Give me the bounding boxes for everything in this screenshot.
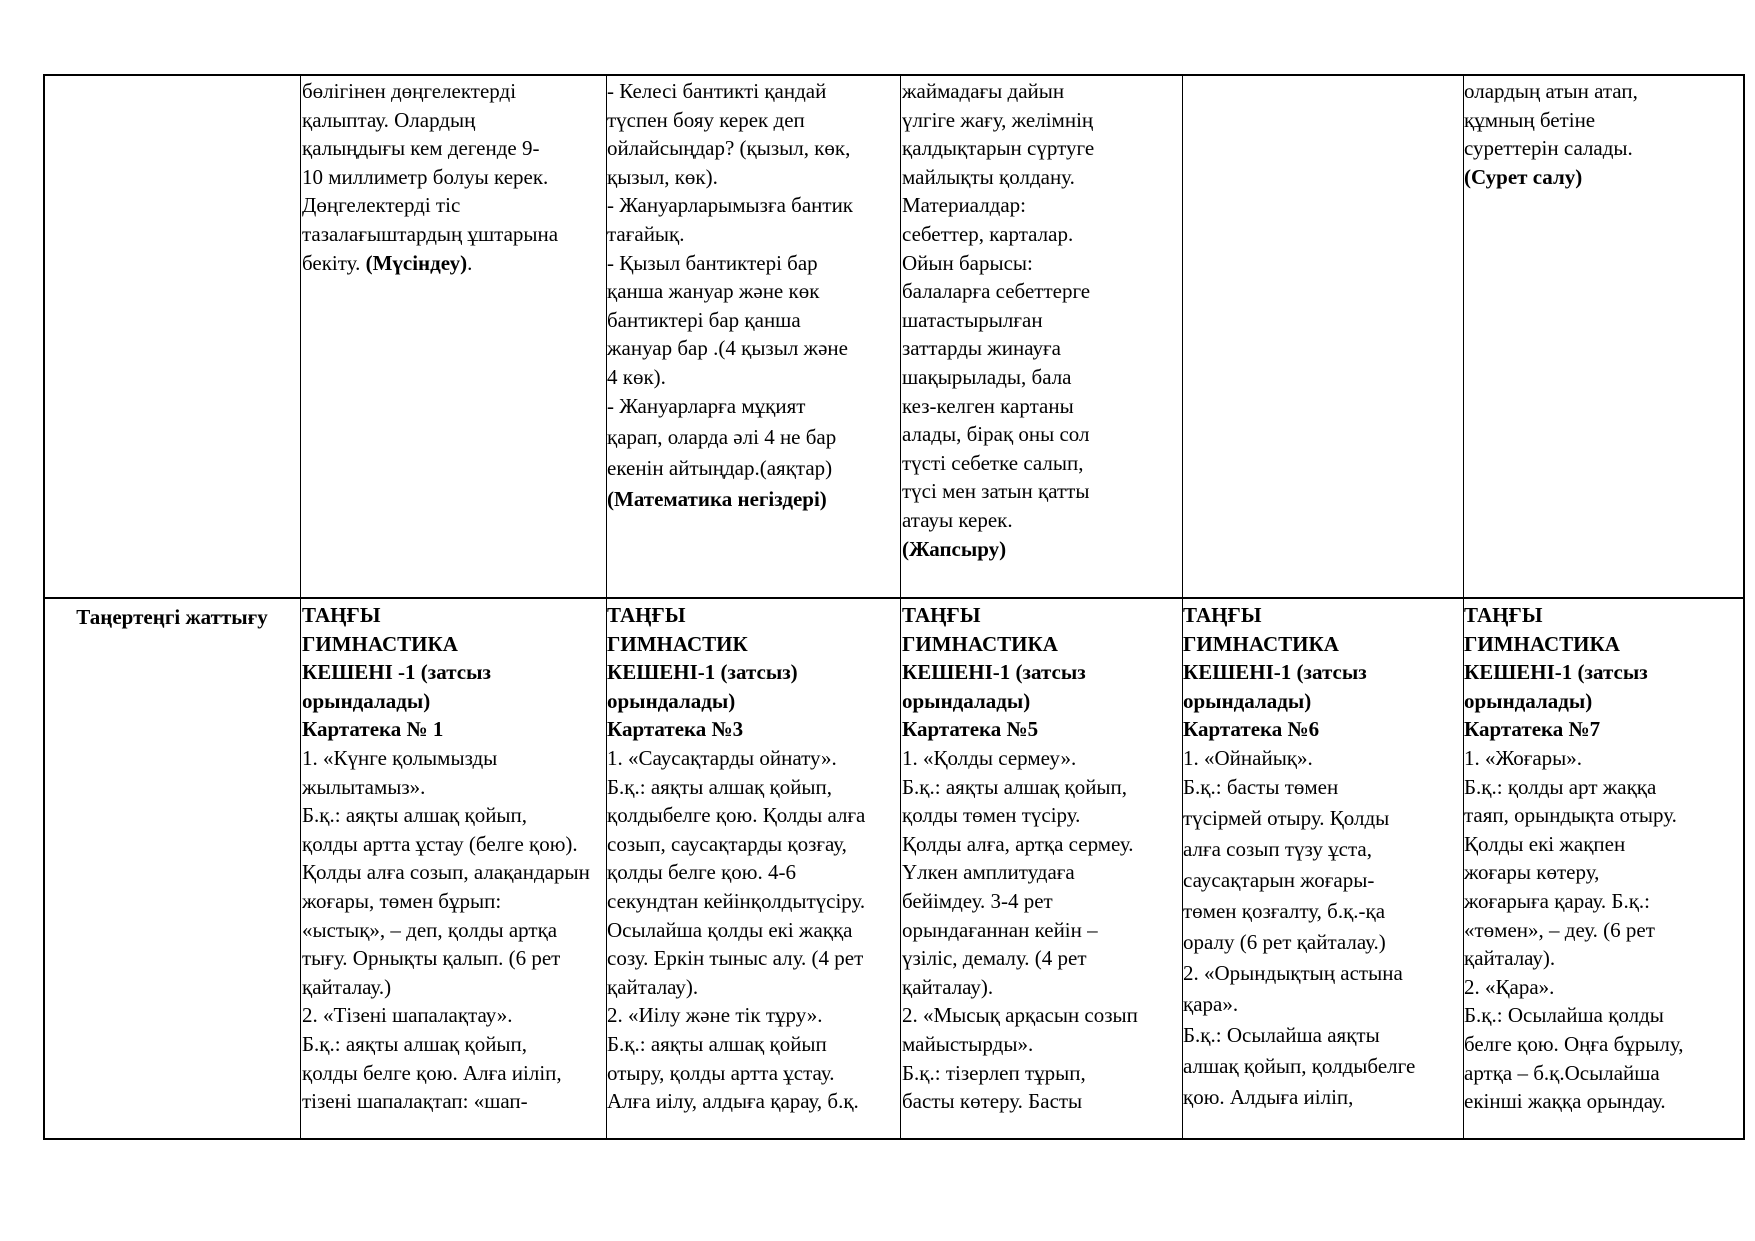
text-line: тізені шапалақтап: «шап- (302, 1089, 528, 1114)
header-line: ТАҢҒЫ (1183, 603, 1262, 627)
text-line: қолдыбелге қою. Қолды алға (607, 803, 866, 828)
text-line: екенін айтыңдар.(аяқтар) (607, 455, 833, 480)
cell-continued-col5-empty (1183, 77, 1463, 589)
text-line: белге қою. Оңға бұрылу, (1464, 1031, 1684, 1056)
text-line: секундтан кейінқолдытүсіру. (607, 888, 866, 913)
text-line: қолды төмен түсіру. (902, 803, 1081, 828)
header-line: орындалады) (902, 688, 1031, 713)
text-line: бейімдеу. 3-4 рет (902, 888, 1053, 913)
text-line: қайталау.) (302, 974, 392, 999)
text-line-with-section (302, 249, 606, 278)
cell-morning-col6 (1464, 601, 1744, 1135)
exercise-header (1464, 601, 1744, 744)
text-line: 1. «Жоғары». (1464, 745, 1583, 770)
text-line: қалыңдығы кем дегенде 9- (302, 136, 540, 161)
text-line: Қолды алға созып, алақандарын (302, 860, 590, 885)
header-line: ГИМНАСТИКА (902, 631, 1058, 656)
text-line: түсті себетке салып, (902, 450, 1084, 475)
text-line: 1. «Күнге қолымызды (302, 745, 498, 770)
text-line: 4 көк). (607, 364, 666, 389)
text-line: тазалағыштардың ұштарына (302, 221, 559, 246)
exercise-header (607, 601, 901, 744)
text-line: жоғары, төмен бұрып: (302, 888, 502, 913)
header-line: орындалады) (1183, 688, 1312, 713)
card-number: Картатека №3 (607, 717, 744, 742)
text-line: Осылайша қолды екі жаққа (607, 917, 853, 942)
text-line: кез-келген картаны (902, 393, 1074, 418)
cell-morning-col4 (902, 601, 1182, 1135)
section-name: (Мүсіндеу) (365, 250, 468, 275)
text-line: бөлігінен дөңгелектерді (302, 79, 517, 103)
header-line: ГИМНАСТИКА (302, 631, 458, 656)
text-line: тағайық. (607, 221, 685, 246)
section-name: (Сурет салу) (1464, 164, 1583, 189)
header-line: ТАҢҒЫ (902, 603, 981, 627)
text-line: қолды белге қою. 4-6 (607, 860, 796, 885)
header-line: ГИМНАСТИК (607, 631, 748, 656)
cell-continued-col6 (1464, 77, 1744, 589)
exercise-header (302, 601, 606, 744)
text-line: Б.қ.: Осылайша аяқты (1183, 1022, 1380, 1047)
text-line: Дөңгелектерді тіс (302, 193, 461, 218)
text-line: созу. Еркін тыныс алу. (4 рет (607, 946, 864, 971)
text-line: қызыл, көк). (607, 164, 718, 189)
text-line: - Қызыл бантиктері бар (607, 250, 818, 275)
text-line: түспен бояу керек деп (607, 107, 805, 132)
text-line: артқа – б.қ.Осылайша (1464, 1060, 1660, 1085)
cell-continued-col3 (607, 77, 901, 589)
text-line: - Жануарларымызға бантик (607, 193, 854, 218)
text-line: себеттер, карталар. (902, 221, 1074, 246)
text-line: оралу (6 рет қайталау.) (1183, 929, 1386, 954)
text-line: балаларға себеттерге (902, 279, 1091, 304)
text-line: отыру, қолды артта ұстау. (607, 1060, 835, 1085)
text-line: 2. «Мысық арқасын созып (902, 1003, 1138, 1028)
text-line: шақырылады, бала (902, 364, 1072, 389)
text-line: заттарды жинауға (902, 336, 1061, 361)
exercise-header (902, 601, 1182, 744)
exercise-header (1183, 601, 1463, 744)
text-line: 10 миллиметр болуы керек. (302, 164, 549, 189)
text-line: Материалдар: (902, 193, 1027, 218)
section-name: (Математика негіздері) (607, 486, 827, 511)
text-line: ойлайсыңдар? (қызыл, көк, (607, 136, 851, 161)
text-line: қайталау). (1464, 946, 1556, 971)
text-line: олардың атын атап, (1464, 79, 1638, 103)
text-line: 2. «Қара». (1464, 974, 1555, 999)
text-line: суреттерін салады. (1464, 136, 1633, 161)
text-line: жануар бар .(4 қызыл және (607, 336, 848, 361)
cell-continued-col4 (902, 77, 1182, 589)
text-line: алшақ қойып, қолдыбелге (1183, 1053, 1416, 1078)
card-number: Картатека №6 (1183, 717, 1320, 742)
header-line: орындалады) (607, 688, 736, 713)
text-line: шатастырылған (902, 307, 1043, 332)
text-line: үлгіге жағу, желімнің (902, 107, 1094, 132)
text-line: қолды артта ұстау (белге қою). (302, 831, 578, 856)
text-line: жылытамыз». (302, 774, 426, 799)
row-divider (43, 597, 1744, 599)
text-line: бекіту. (302, 250, 366, 275)
header-line: ТАҢҒЫ (302, 603, 381, 627)
header-line: КЕШЕНІ-1 (затсыз (1183, 660, 1367, 685)
header-line: ГИМНАСТИКА (1464, 631, 1620, 656)
text-line: Б.қ.: аяқты алшақ қойып, (607, 774, 833, 799)
text-line: төмен қозғалту, б.қ.-қа (1183, 898, 1386, 923)
text-line: түсі мен затын қатты (902, 479, 1090, 504)
text-line: қолды белге қою. Алға иіліп, (302, 1060, 562, 1085)
text-line: Б.қ.: қолды арт жаққа (1464, 774, 1657, 799)
cell-morning-col5 (1183, 601, 1463, 1135)
header-line: орындалады) (302, 688, 431, 713)
text-line: 1. «Қолды сермеу». (902, 745, 1077, 770)
text-line: Үлкен амплитудаға (902, 860, 1075, 885)
card-number: Картатека № 1 (302, 717, 444, 742)
row-label-morning-exercise: Таңертеңгі жаттығу (76, 605, 268, 629)
text-line: майыстырды». (902, 1031, 1034, 1056)
cell-continued-col2 (302, 77, 606, 589)
text-line: бантиктері бар қанша (607, 307, 801, 332)
text-line: - Жануарларға мұқият (607, 393, 806, 418)
text-line: Б.қ.: басты төмен (1183, 774, 1339, 799)
text-line: созып, саусақтарды қозғау, (607, 831, 847, 856)
table-border-top (43, 74, 1744, 76)
card-number: Картатека №7 (1464, 717, 1601, 742)
text-line: құмның бетіне (1464, 107, 1596, 132)
text-line: 2. «Иілу және тік тұру». (607, 1003, 823, 1028)
text-line: Ойын барысы: (902, 250, 1033, 275)
text-line: орындағаннан кейін – (902, 917, 1098, 942)
text-line: қалыптау. Олардың (302, 107, 476, 132)
text-line: жоғарыға қарау. Б.қ.: (1464, 888, 1650, 913)
header-line: КЕШЕНІ-1 (затсыз (1464, 660, 1648, 685)
text-line: Б.қ.: аяқты алшақ қойып, (302, 803, 528, 828)
text-line: «төмен», – деу. (6 рет (1464, 917, 1655, 942)
text-line: «ыстық», – деп, қолды артқа (302, 917, 558, 942)
header-line: КЕШЕНІ-1 (затсыз) (607, 660, 798, 685)
text-line: алады, бірақ оны сол (902, 422, 1090, 447)
text-line: жоғары көтеру, (1464, 860, 1600, 885)
text-line: Қолды екі жақпен (1464, 831, 1626, 856)
text-line: саусақтарын жоғары- (1183, 867, 1375, 892)
text-line: Б.қ.: аяқты алшақ қойып, (302, 1031, 528, 1056)
text-line: түсірмей отыру. Қолды (1183, 805, 1390, 830)
text-line: Б.қ.: аяқты алшақ қойып (607, 1031, 827, 1056)
text-line: қанша жануар және көк (607, 279, 820, 304)
text-line: майлықты қолдану. (902, 164, 1075, 189)
text-line: тығу. Орнықты қалып. (6 рет (302, 946, 561, 971)
cell-morning-col3 (607, 601, 901, 1135)
card-number: Картатека №5 (902, 717, 1039, 742)
text-line: Қолды алға, артқа сермеу. (902, 831, 1134, 856)
header-line: КЕШЕНІ-1 (затсыз (902, 660, 1086, 685)
text-line: атауы керек. (902, 507, 1013, 532)
text-line: қарап, оларда әлі 4 не бар (607, 424, 837, 449)
text-line: Алға иілу, алдыға қарау, б.қ. (607, 1089, 859, 1114)
text-line: таяп, орындықта отыру. (1464, 803, 1677, 828)
header-line: КЕШЕНІ -1 (затсыз (302, 660, 491, 685)
header-line: ТАҢҒЫ (607, 603, 686, 627)
text-line: қара». (1183, 991, 1239, 1016)
header-line: ТАҢҒЫ (1464, 603, 1543, 627)
text-punct: . (467, 250, 473, 275)
text-line: Б.қ.: тізерлеп тұрып, (902, 1060, 1086, 1085)
text-line: қайталау). (607, 974, 699, 999)
header-line: орындалады) (1464, 688, 1593, 713)
text-line: - Келесі бантикті қандай (607, 79, 827, 103)
section-name: (Жапсыру) (902, 536, 1007, 561)
text-line: қою. Алдыға иіліп, (1183, 1084, 1354, 1109)
text-line: қалдықтарын сүртуге (902, 136, 1095, 161)
text-line: 1. «Ойнайық». (1183, 745, 1313, 770)
text-line: екінші жаққа орындау. (1464, 1089, 1666, 1114)
text-line: жаймадағы дайын (902, 79, 1065, 103)
column-divider (300, 74, 301, 1140)
text-line: 2. «Орындықтың астына (1183, 960, 1403, 985)
text-line: Б.қ.: Осылайша қолды (1464, 1003, 1664, 1028)
text-line: 2. «Тізені шапалақтау». (302, 1003, 513, 1028)
cell-morning-col2 (302, 601, 606, 1135)
text-line: қайталау). (902, 974, 994, 999)
text-line: Б.қ.: аяқты алшақ қойып, (902, 774, 1128, 799)
text-line: алға созып түзу ұста, (1183, 836, 1372, 861)
text-line: үзіліс, демалу. (4 рет (902, 946, 1087, 971)
text-line: басты көтеру. Басты (902, 1089, 1083, 1114)
table-border-bottom (43, 1138, 1744, 1140)
header-line: ГИМНАСТИКА (1183, 631, 1339, 656)
text-line: 1. «Саусақтарды ойнату». (607, 745, 837, 770)
